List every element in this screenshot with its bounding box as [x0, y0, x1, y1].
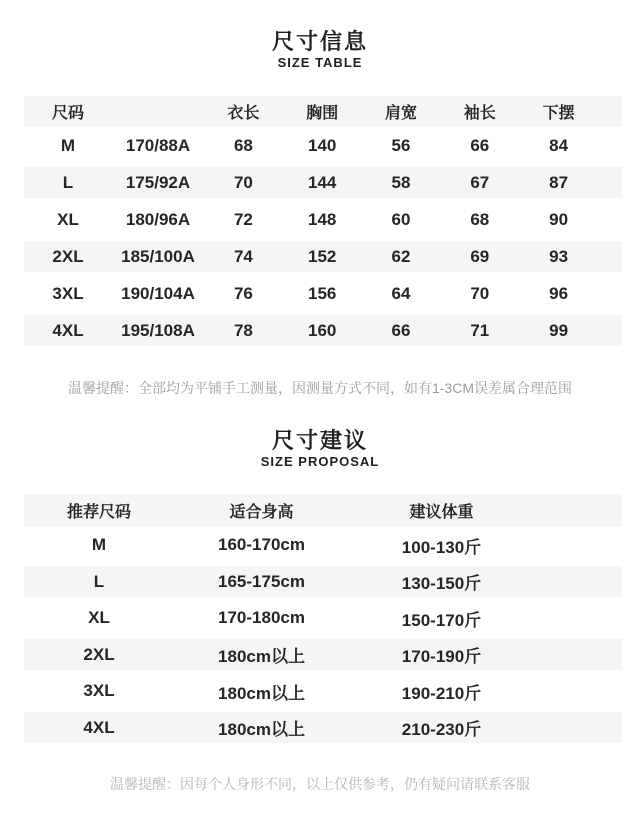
- cell-length: 70: [233, 172, 253, 192]
- cell-size: L: [62, 172, 74, 192]
- header-cell-shoulder: 肩宽: [384, 105, 417, 122]
- cell-length: 76: [233, 283, 253, 303]
- cell-size: 4XL: [83, 717, 115, 737]
- cell-hem: 96: [549, 283, 569, 303]
- cell-chest: 152: [308, 246, 337, 266]
- table-row-3xl: [24, 275, 622, 312]
- reference-tip-note: 温馨提醒：因每个人身形不同，以上仅供参考，仍有疑问请联系客服: [110, 776, 530, 792]
- cell-shoulder: 58: [391, 172, 411, 192]
- size-proposal-header-row: [24, 494, 622, 527]
- table-row-m: [24, 127, 622, 164]
- cell-hem: 84: [549, 135, 569, 155]
- header-cell-height: 适合身高: [229, 504, 294, 521]
- cell-sleeve: 67: [470, 172, 490, 192]
- cell-length: 68: [233, 135, 253, 155]
- header-cell-recommended-size: 推荐尺码: [66, 504, 131, 521]
- header-cell-size: 尺码: [51, 105, 84, 122]
- cell-size: XL: [88, 608, 110, 628]
- cell-shoulder: 56: [391, 135, 411, 155]
- cell-height: 180cm以上: [218, 720, 305, 740]
- proposal-row-4xl: [24, 710, 622, 747]
- cell-height: 160-170cm: [218, 535, 305, 555]
- size-proposal-title-cn: 尺寸建议: [271, 428, 368, 453]
- table-row-4xl: [24, 312, 622, 349]
- size-table-title-en: SIZE TABLE: [277, 55, 363, 70]
- cell-size: M: [60, 135, 76, 155]
- proposal-row-l: [24, 564, 622, 601]
- table-row-2xl: [24, 238, 622, 275]
- cell-sleeve: 66: [470, 135, 490, 155]
- proposal-row-m: [24, 527, 622, 564]
- cell-length: 72: [233, 209, 253, 229]
- cell-sleeve: 68: [470, 209, 490, 229]
- size-table-header-row: [24, 96, 622, 127]
- cell-spec: 195/108A: [121, 320, 195, 340]
- cell-chest: 160: [308, 320, 337, 340]
- cell-shoulder: 64: [391, 283, 411, 303]
- cell-spec: 175/92A: [125, 172, 191, 192]
- cell-size: 4XL: [52, 320, 84, 340]
- header-cell-chest: 胸围: [306, 105, 339, 122]
- cell-shoulder: 60: [391, 209, 411, 229]
- cell-size: 3XL: [83, 681, 115, 701]
- cell-length: 74: [233, 246, 253, 266]
- cell-hem: 90: [549, 209, 569, 229]
- cell-hem: 99: [549, 320, 569, 340]
- cell-size: L: [93, 571, 105, 591]
- proposal-row-3xl: [24, 673, 622, 710]
- cell-sleeve: 69: [470, 246, 490, 266]
- table-row-xl: [24, 201, 622, 238]
- cell-weight: 130-150斤: [401, 574, 482, 594]
- cell-hem: 93: [549, 246, 569, 266]
- cell-chest: 144: [308, 172, 337, 192]
- proposal-row-xl: [24, 600, 622, 637]
- cell-chest: 140: [308, 135, 337, 155]
- cell-size: 2XL: [52, 246, 84, 266]
- cell-height: 180cm以上: [218, 647, 305, 667]
- cell-height: 170-180cm: [218, 608, 305, 628]
- size-table-title-cn: 尺寸信息: [271, 29, 368, 54]
- cell-size: XL: [57, 209, 79, 229]
- size-proposal-table: [24, 494, 622, 746]
- size-table: [24, 96, 622, 349]
- cell-height: 165-175cm: [218, 571, 305, 591]
- size-table-title-block: [0, 0, 640, 71]
- cell-shoulder: 62: [391, 246, 411, 266]
- cell-chest: 156: [308, 283, 337, 303]
- size-proposal-title-en: SIZE PROPOSAL: [260, 454, 380, 469]
- proposal-row-2xl: [24, 637, 622, 674]
- cell-height: 180cm以上: [218, 683, 305, 703]
- cell-spec: 185/100A: [121, 246, 195, 266]
- header-cell-sleeve: 袖长: [463, 105, 496, 122]
- cell-spec: 170/88A: [125, 135, 191, 155]
- table-row-l: [24, 164, 622, 201]
- measure-tip-note: 温馨提醒：全部均为平铺手工测量，因测量方式不同，如有1-3CM误差属合理范围: [67, 380, 572, 396]
- cell-weight: 150-170斤: [401, 610, 482, 630]
- cell-size: 2XL: [83, 644, 115, 664]
- header-cell-length: 衣长: [227, 105, 260, 122]
- cell-length: 78: [233, 320, 253, 340]
- header-cell-weight: 建议体重: [409, 504, 474, 521]
- cell-weight: 210-230斤: [401, 720, 482, 740]
- cell-spec: 190/104A: [121, 283, 195, 303]
- cell-hem: 87: [549, 172, 569, 192]
- cell-size: 3XL: [52, 283, 84, 303]
- header-cell-hem: 下摆: [542, 105, 575, 122]
- cell-weight: 170-190斤: [401, 647, 482, 667]
- cell-weight: 100-130斤: [401, 537, 482, 557]
- size-proposal-title-block: [0, 398, 640, 470]
- cell-sleeve: 70: [470, 283, 490, 303]
- cell-sleeve: 71: [470, 320, 490, 340]
- cell-spec: 180/96A: [125, 209, 191, 229]
- cell-size: M: [91, 535, 107, 555]
- cell-shoulder: 66: [391, 320, 411, 340]
- cell-weight: 190-210斤: [401, 683, 482, 703]
- cell-chest: 148: [308, 209, 337, 229]
